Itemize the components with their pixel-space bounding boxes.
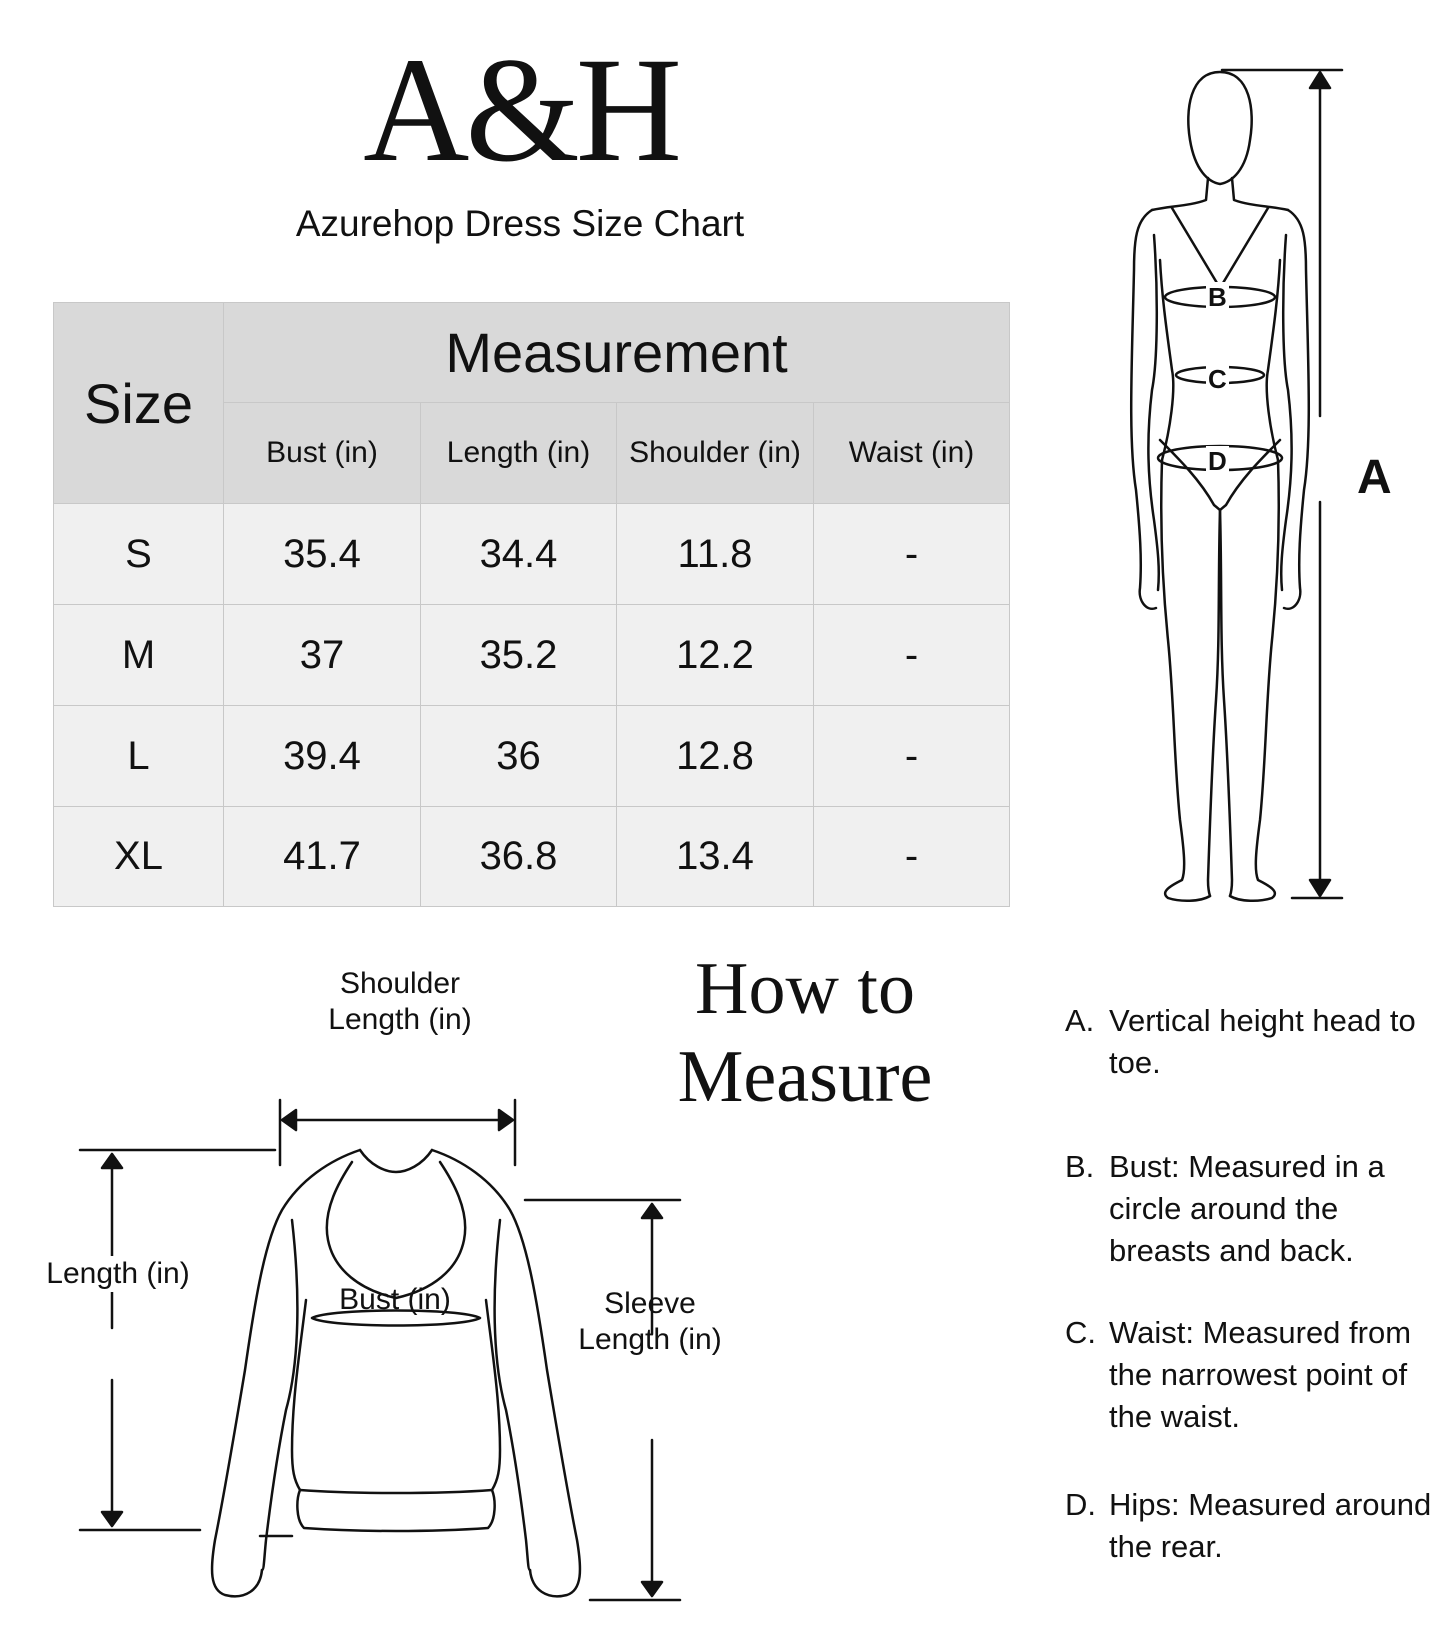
shoulder-length-label xyxy=(270,966,530,1038)
table-cell: 36 xyxy=(421,706,617,807)
sleeve-length-label xyxy=(560,1286,740,1358)
column-header-waist: Waist (in) xyxy=(814,403,1010,504)
note-c xyxy=(1065,1312,1445,1438)
note-text: Vertical height head to toe. xyxy=(1109,1003,1416,1080)
note-text: Hips: Measured around the rear. xyxy=(1109,1487,1432,1564)
column-header-bust: Bust (in) xyxy=(224,403,421,504)
note-a xyxy=(1065,1000,1445,1084)
table-cell: 41.7 xyxy=(224,807,421,907)
table-cell: 37 xyxy=(224,605,421,706)
table-row-size: XL xyxy=(53,807,224,907)
table-cell: 11.8 xyxy=(617,504,814,605)
measurement-header: Measurement xyxy=(224,302,1010,403)
brand-logo: A&H xyxy=(363,27,679,193)
table-cell: 12.2 xyxy=(617,605,814,706)
table-cell: 36.8 xyxy=(421,807,617,907)
length-label: Length (in) xyxy=(28,1256,208,1292)
table-cell: 12.8 xyxy=(617,706,814,807)
how-to-line-2: Measure xyxy=(677,1036,933,1118)
marker-d: D xyxy=(1208,446,1227,476)
table-row-size: S xyxy=(53,504,224,605)
table-cell: 13.4 xyxy=(617,807,814,907)
marker-b: B xyxy=(1208,282,1227,312)
note-text: Bust: Measured in a circle around the breasts and back. xyxy=(1109,1149,1385,1268)
table-cell: 34.4 xyxy=(421,504,617,605)
shoulder-label-line-2: Length (in) xyxy=(328,1003,472,1036)
table-row-size: M xyxy=(53,605,224,706)
page-subtitle: Azurehop Dress Size Chart xyxy=(295,203,745,244)
bust-label: Bust (in) xyxy=(339,1283,451,1316)
table-cell: 39.4 xyxy=(224,706,421,807)
note-text: Waist: Measured from the narrowest point of the waist. xyxy=(1109,1315,1412,1434)
note-b xyxy=(1065,1146,1445,1272)
table-cell: - xyxy=(814,807,1010,907)
marker-c: C xyxy=(1208,364,1227,394)
shoulder-label-line-1: Shoulder xyxy=(339,967,461,1000)
sleeve-label-line-2: Length (in) xyxy=(578,1323,722,1356)
table-cell: 35.2 xyxy=(421,605,617,706)
table-cell: - xyxy=(814,504,1010,605)
size-column-header: Size xyxy=(53,302,224,504)
size-chart-table xyxy=(53,302,1010,907)
note-letter: D. xyxy=(1065,1487,1096,1522)
table-row-size: L xyxy=(53,706,224,807)
column-header-length: Length (in) xyxy=(421,403,617,504)
table-cell: - xyxy=(814,605,1010,706)
table-cell: 35.4 xyxy=(224,504,421,605)
note-letter: A. xyxy=(1065,1003,1095,1038)
table-cell: - xyxy=(814,706,1010,807)
note-letter: B. xyxy=(1065,1149,1095,1184)
body-measure-illustration xyxy=(1110,60,1445,950)
column-header-shoulder: Shoulder (in) xyxy=(617,403,814,504)
note-d xyxy=(1065,1484,1445,1568)
height-marker-a: A xyxy=(1357,451,1392,504)
note-letter: C. xyxy=(1065,1315,1096,1350)
measurement-notes xyxy=(1065,1000,1445,1600)
sleeve-label-line-1: Sleeve xyxy=(604,1287,696,1320)
how-to-line-1: How to xyxy=(695,948,915,1030)
